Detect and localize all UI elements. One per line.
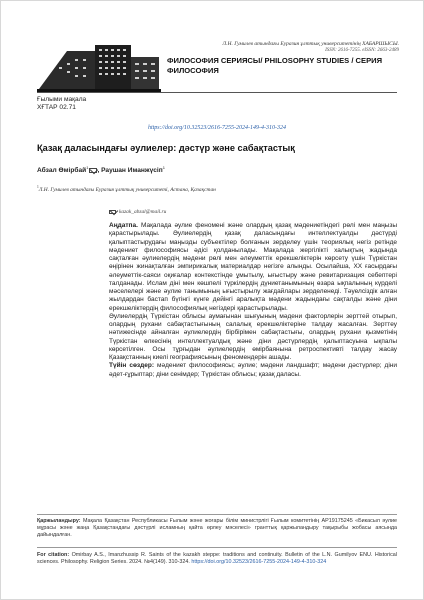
keywords-heading: Түйін сөздер: bbox=[109, 362, 155, 370]
irstea-code: ХҒТАР 02.71 bbox=[37, 104, 76, 112]
article-type: Ғылыми мақала bbox=[37, 96, 87, 103]
citation-doi-link[interactable]: https://doi.org/10.32523/2616-7255-2024-149-4-310-324 bbox=[191, 559, 327, 565]
abstract-paragraph bbox=[109, 222, 397, 313]
author-name: Раушан Иманжүсіп bbox=[101, 167, 163, 175]
envelope-icon bbox=[109, 210, 116, 215]
article-title: Қазақ даласындағы әулиелер: дәстүр және сабақтастық bbox=[37, 143, 295, 153]
email-address[interactable]: kazak_abzal@mail.ru bbox=[119, 209, 167, 215]
keywords-text: мәдениет философиясы; әулие; мәдени ландшафт; мәдени дәстүрлер; діни әдет-ғұрыптар; діни сенімдер; Түркістан облысы; қазақ даласы. bbox=[109, 362, 398, 378]
doi-link[interactable]: https://doi.org/10.32523/2616-7255-2024-149-4-310-324 bbox=[147, 125, 287, 131]
author-affiliation-mark: 1 bbox=[86, 165, 89, 170]
citation-heading: For citation: bbox=[37, 552, 70, 558]
journal-header-text bbox=[167, 41, 399, 76]
affiliation-text: Л.Н. Гумилев атындағы Еуразия ұлттық университеті, Астана, Қазақстан bbox=[38, 186, 216, 193]
series-title: ФИЛОСОФИЯ СЕРИЯСЫ/ PHILOSOPHY STUDIES / СЕРИЯ ФИЛОСОФИЯ bbox=[167, 56, 383, 75]
author-list: Абзал Өмірбай$^1$ , Раушан Иманжүсіп$^1$ bbox=[37, 165, 165, 175]
envelope-icon bbox=[89, 168, 97, 173]
funding-heading: Қаржыландыру: bbox=[37, 518, 81, 524]
keywords bbox=[109, 362, 397, 379]
author-name: Абзал Өмірбай bbox=[37, 167, 87, 175]
journal-header bbox=[37, 37, 397, 91]
author-affiliation-mark: 1 bbox=[162, 165, 165, 170]
affiliation-mark: 1 bbox=[37, 185, 39, 189]
university-building-logo bbox=[37, 37, 161, 93]
funding-note bbox=[37, 518, 397, 539]
university-name: Л.Н. Гумилев атындағы Еуразия ұлттық университетінің ХАБАРШЫСЫ. bbox=[222, 41, 399, 47]
funding-text: Мақала Қазақстан Республикасы Ғылым және жоғары білім министрлігі Ғылым комитетінің AP19175245 «Бикасыл әулие мұрасы және жаңа Қазақстандағы дәстүрлі исламның қайта өрлеу мәселесі» гранттық қаржыландыру тақырыбы жобасы аясында дайындалған. bbox=[37, 518, 397, 538]
citation-divider bbox=[37, 547, 397, 548]
article-meta bbox=[37, 96, 86, 112]
abstract-text: Мақалада әулие феномені және олардың қазақ мәдениетіндегі рөлі мен маңызы қарастырылады. Әулиелердің қазақ даласындағы интеллектуалды дәстүрді қалыптастырудағы маңызды субъектілер болғанын зерделеу үшін теориялық негіз ретінде мәдениет философиясы әдісі қолданылады. Мақалада жергілікті халықтың жадында сақталған әулиелердің мәдени рөлі мен әлеуметтік ерекшеліктерін көрсету үшін Түркістан өңірінен жинақталған эмпирикалық материалдар негізге алынды. Осылайша, ХХ ғасырдағы әлеуметтік-саяси оқиғалар контекстінде ұмытылу, ығыстыру және ревитаризация себептері талданады. Ислам діні мен көшпелі түркілердің дүниетанымының өзара ықпалының күрделі мәселелері және әулие танымының ығыстырылу жағдайлары зерделенеді. Тәуелсіздік алған жылдардан бастап бүгінгі күнге дейінгі аралықта мәдени жадындағы сақталды және діни ерекшеліктердің философиялық негіздері қарастырылады. bbox=[109, 222, 397, 312]
abstract bbox=[109, 222, 397, 379]
citation-text: Omirbay A.S., Imanzhussip R. Saints of the kazakh steppe: traditions and continuity. Bulletin of the L.N. Gumilyov ENU. Historical sciences. Philosophy. Religion Series. 2024. №4(149). 310-324. bbox=[37, 552, 397, 565]
abstract-heading: Аңдатпа. bbox=[109, 222, 138, 229]
abstract-paragraph: Әулиелердің Түркістан облысы аумағынан шығуының мәдени факторлерін зерттей отырып, олардың рухани сабақтастығының салалық ерекшеліктеріне талдау жасалған. Зерттеу нәтижесінде айналған әулиелердің бірбірімен сабақтастығы, олардың рухани қызметінің Түркістан өлкесінің интеллектуалдық және діни дәстүрлердің қалыптасуына ықпалы көрсетілген. Осы тұрғыдан әулиелердің өмірбаянына ретроспективті талдау жасау Қазақстанның киелі географиясының феномендерін ашады. bbox=[109, 312, 397, 361]
footer-divider bbox=[37, 514, 397, 515]
corresponding-email bbox=[109, 209, 166, 215]
issn-line: ISSN: 2616-7255. eISSN: 2663-2489 bbox=[325, 48, 399, 53]
header-divider bbox=[37, 92, 397, 93]
citation bbox=[37, 552, 397, 566]
affiliation bbox=[37, 185, 216, 193]
